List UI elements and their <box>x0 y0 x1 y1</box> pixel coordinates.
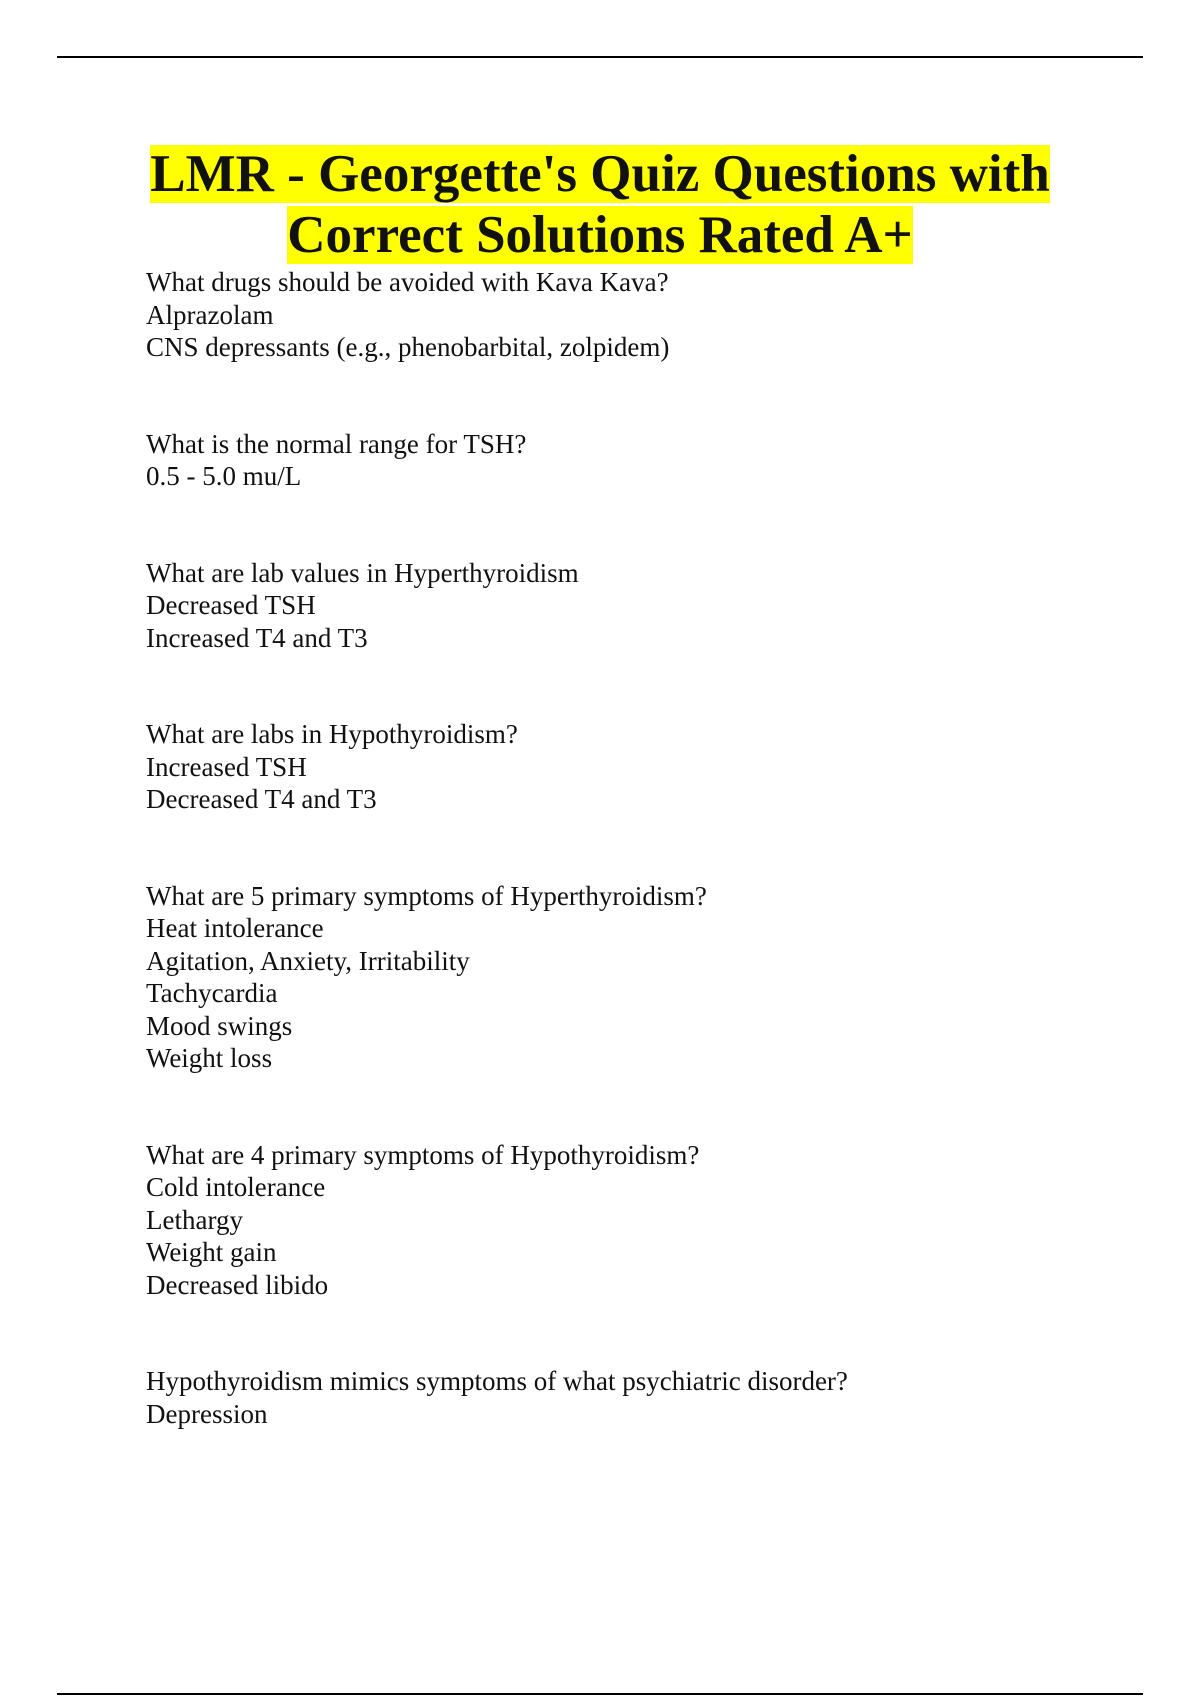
answer-text: Depression <box>146 1398 268 1429</box>
page-title <box>57 144 1143 266</box>
answer-text: Increased T4 and T3 <box>146 622 368 653</box>
top-rule <box>57 56 1143 58</box>
question-text: What is the normal range for TSH? <box>146 428 527 459</box>
qa-item <box>146 266 1126 364</box>
question-text: What are 4 primary symptoms of Hypothyroidism? <box>146 1139 700 1170</box>
answer-text: Lethargy <box>146 1204 243 1235</box>
question-text: What drugs should be avoided with Kava Kava? <box>146 267 669 297</box>
question-text: What are lab values in Hyperthyroidism <box>146 557 579 588</box>
answer-text: Alprazolam <box>146 299 274 330</box>
answer-text: Heat intolerance <box>146 913 324 943</box>
qa-item <box>146 880 1126 1075</box>
qa-list <box>146 266 1126 1494</box>
question-text: What are labs in Hypothyroidism? <box>146 719 518 749</box>
answer-text: Tachycardia <box>146 978 278 1008</box>
answer-text: Weight loss <box>146 1043 273 1073</box>
qa-item <box>146 557 1126 655</box>
answer-text: Agitation, Anxiety, Irritability <box>146 945 470 976</box>
answer-text: Cold intolerance <box>146 1172 326 1202</box>
answer-text: 0.5 - 5.0 mu/L <box>146 461 302 491</box>
title-highlight: LMR - Georgette's Quiz Questions with Correct Solutions Rated A+ <box>150 145 1050 264</box>
qa-item <box>146 718 1126 816</box>
qa-item <box>146 1365 1126 1430</box>
answer-text: CNS depressants (e.g., phenobarbital, zolpidem) <box>146 332 670 362</box>
answer-text: Increased TSH <box>146 751 307 782</box>
qa-item <box>146 1139 1126 1302</box>
question-text: Hypothyroidism mimics symptoms of what psychiatric disorder? <box>146 1366 848 1396</box>
answer-text: Weight gain <box>146 1237 277 1267</box>
answer-text: Decreased TSH <box>146 590 316 620</box>
qa-item <box>146 428 1126 493</box>
answer-text: Decreased T4 and T3 <box>146 784 377 814</box>
answer-text: Decreased libido <box>146 1269 329 1300</box>
answer-text: Mood swings <box>146 1010 293 1041</box>
question-text: What are 5 primary symptoms of Hyperthyroidism? <box>146 880 707 911</box>
bottom-rule <box>57 1693 1143 1695</box>
